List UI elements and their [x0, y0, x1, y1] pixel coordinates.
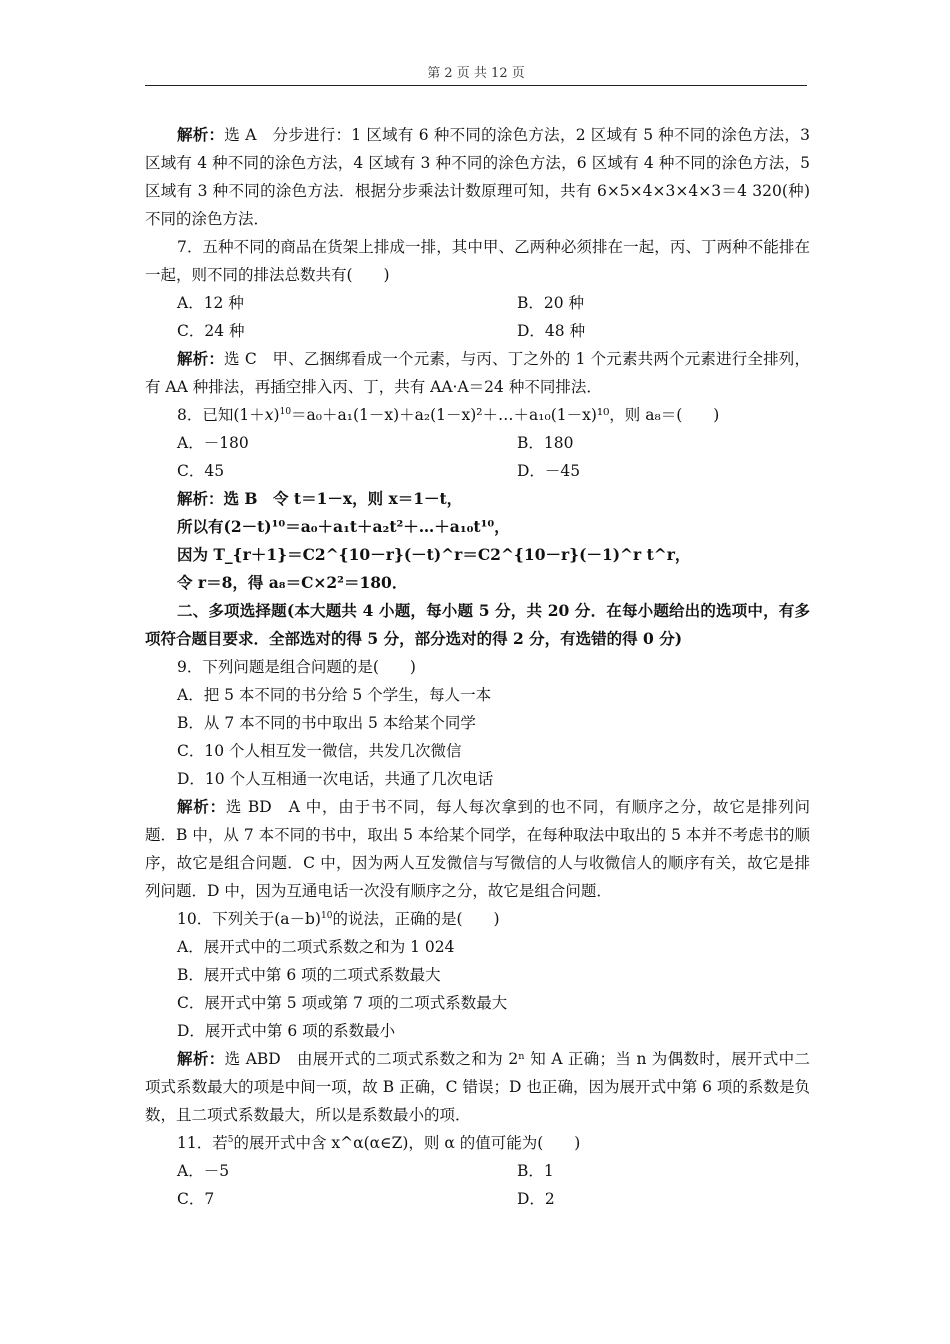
section-desc: (本大题共 4 小题，每小题 5 分，共 20 分．在每小题给出的选项中，有多项符合题目要求．全部选对的得 5 分，部分选对的得 2 分，有选错的得 0 分)	[145, 601, 810, 648]
q8-options-row2	[145, 457, 810, 485]
option-d: D．48 种	[517, 322, 586, 340]
page-number: 第 2 页 共 12 页	[427, 66, 525, 81]
option-a: A．－180	[177, 434, 249, 452]
q9-analysis	[145, 793, 810, 905]
document-body	[145, 121, 810, 1213]
option-b: B．从 7 本不同的书中取出 5 本给某个同学	[177, 714, 476, 732]
section-2-heading	[145, 597, 810, 653]
question-text: 11．若	[177, 1134, 228, 1152]
analysis-text: 选 ABD 由展开式的二项式系数之和为 2ⁿ 知 A 正确；当 n 为偶数时，展开式中二项式系数最大的项是中间一项，故 B 正确，C 错误；D 也正确，因为展开式中第 6 项的系数是负数，且二项式系数最大，所以是系数最小的项．	[145, 1050, 810, 1124]
option-a: A．展开式中的二项式系数之和为 1 024	[177, 938, 455, 956]
analysis-label: 解析：	[177, 349, 225, 368]
option-b: B．1	[517, 1162, 554, 1180]
question-text-rest: 的展开式中含 x^α(α∈Z)，则 α 的值可能为( )	[233, 1134, 581, 1152]
option-b: B．180	[517, 434, 574, 452]
analysis-label: 解析：	[177, 1049, 225, 1068]
q11-options-row1	[145, 1157, 810, 1185]
q8-analysis-line2: 所以有(2－t)¹⁰＝a₀＋a₁t＋a₂t²＋…＋a₁₀t¹⁰，	[177, 517, 510, 536]
option-d: D．－45	[517, 462, 581, 480]
page-header	[145, 62, 807, 86]
analysis-label: 解析：	[177, 489, 224, 508]
option-c: C．7	[177, 1190, 215, 1208]
q8-analysis-line1	[145, 485, 810, 513]
option-d: D．2	[517, 1190, 555, 1208]
option-d: D．10 个人互相通一次电话，共通了几次电话	[177, 770, 494, 788]
q8-stem: 8．已知$(1+x)^{10}=a_0+a_1(1-x)+a_2(1-x)^2+\dots+a_{10}(1-x)^{10}$，则 a₈＝( )	[177, 406, 720, 424]
option-a: A．把 5 本不同的书分给 5 个学生，每人一本	[177, 686, 492, 704]
option-d: D．展开式中第 6 项的系数最小	[177, 1022, 396, 1040]
question-text: 8．已知(1＋	[177, 406, 265, 424]
analysis-text: 选 BD A 中，由于书不同，每人每次拿到的也不同，有顺序之分，故它是排列问题．B 中，从 7 本不同的书中，取出 5 本给某个同学，在每种取法中取出的 5 本并不考虑书的顺序，故它是组合问题．C 中，因为两人互发微信与写微信的人与收微信人的顺序有关，故它是排列问题．D 中，因为互通电话一次没有顺序之分，故它是组合问题．	[145, 798, 810, 900]
q7-options-row2	[145, 317, 810, 345]
option-b: B．展开式中第 6 项的二项式系数最大	[177, 966, 441, 984]
q8-analysis-line4: 令 r＝8，得 a₈＝C×2²＝180．	[177, 573, 408, 592]
option-c: C．展开式中第 5 项或第 7 项的二项式系数最大	[177, 994, 508, 1012]
q10-analysis	[145, 1045, 810, 1129]
option-c: C．45	[177, 462, 225, 480]
q8-options-row1	[145, 429, 810, 457]
q11-stem	[145, 1129, 810, 1157]
q10-stem	[145, 905, 810, 933]
question-text: 10．下列关于(a－b)	[177, 910, 321, 928]
q8-analysis-line3: 因为 T_{r＋1}＝C2^{10－r}(－t)^r＝C2^{10－r}(－1)^r t^r，	[177, 545, 691, 564]
option-a: A．12 种	[177, 294, 244, 312]
option-b: B．20 种	[517, 294, 585, 312]
option-c: C．24 种	[177, 322, 245, 340]
exponent: 5	[227, 1135, 234, 1145]
q7-analysis	[145, 345, 810, 401]
analysis-label: 解析：	[177, 797, 226, 816]
analysis-text: 选 B 令 t＝1－x，则 x＝1－t，	[223, 489, 463, 508]
section-title: 二、多项选择题	[177, 601, 287, 620]
q6-analysis	[145, 121, 810, 233]
exponent: 10	[320, 911, 333, 921]
option-c: C．10 个人相互发一微信，共发几次微信	[177, 742, 462, 760]
question-text-rest: 的说法，正确的是( )	[332, 910, 500, 928]
option-a: A．－5	[177, 1162, 230, 1180]
q11-options-row2	[145, 1185, 810, 1213]
q7-options-row1	[145, 289, 810, 317]
q9-stem: 9．下列问题是组合问题的是( )	[177, 658, 416, 676]
analysis-text: 选 C 甲、乙捆绑看成一个元素，与丙、丁之外的 1 个元素共两个元素进行全排列，有 AA 种排法，再插空排入丙、丁，共有 AA·A＝24 种不同排法．	[145, 350, 810, 396]
analysis-label: 解析：	[177, 125, 225, 144]
question-text: 7．五种不同的商品在货架上排成一排，其中甲、乙两种必须排在一起，丙、丁两种不能排在一起，则不同的排法总数共有( )	[145, 238, 810, 284]
q7-stem	[145, 233, 810, 289]
analysis-text: 选 A 分步进行：1 区域有 6 种不同的涂色方法，2 区域有 5 种不同的涂色方法，3 区域有 4 种不同的涂色方法，4 区域有 3 种不同的涂色方法，6 区域有 4 种不同的涂色方法，5 区域有 3 种不同的涂色方法．根据分步乘法计数原理可知，共有 6×5×4×3×4×3＝4 320(种)不同的涂色方法．	[145, 126, 810, 228]
question-text-rest: ＝a₀＋a₁(1－x)＋a₂(1－x)²＋…＋a₁₀(1－x)¹⁰，则 a₈＝( )	[291, 406, 720, 424]
